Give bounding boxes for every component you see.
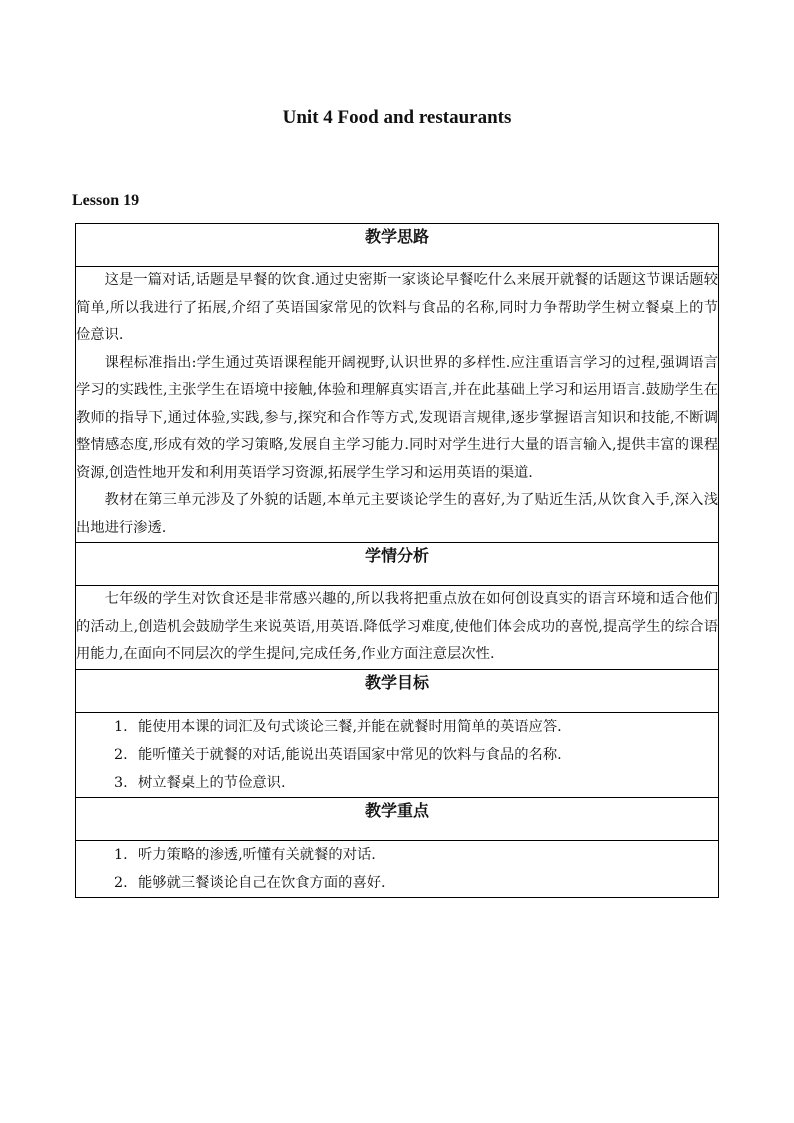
list-item — [76, 741, 718, 769]
section-body-row — [76, 712, 719, 797]
document-title: Unit 4 Food and restaurants — [282, 107, 512, 128]
paragraph: 七年级的学生对饮食还是非常感兴趣的,所以我将把重点放在如何创设真实的语言环境和适合他们的活动上,创造机会鼓励学生来说英语,用英语.降低学习难度,使他们体会成功的喜悦,提高学生的综合语用能力,在面向不同层次的学生提问,完成任务,作业方面注意层次性. — [76, 591, 718, 662]
lesson-label: Lesson 19 — [72, 192, 140, 209]
section-header-row — [76, 543, 719, 586]
section-header-row — [76, 669, 719, 712]
list-text: 树立餐桌上的节俭意识. — [138, 774, 286, 791]
list-item — [76, 713, 718, 741]
section-body-row — [76, 586, 719, 670]
section-body-row — [76, 840, 719, 897]
list-item — [76, 769, 718, 797]
section-body-row — [76, 267, 719, 543]
section-header-row — [76, 224, 719, 267]
list-item — [76, 841, 718, 869]
paragraph: 这是一篇对话,话题是早餐的饮食.通过史密斯一家谈论早餐吃什么来展开就餐的话题这节课话题较简单,所以我进行了拓展,介绍了英语国家常见的饮料与食品的名称,同时力争帮助学生树立餐桌上的节俭意识. — [76, 272, 718, 343]
section-body-teaching-focus — [76, 840, 719, 897]
list-text: 能够就三餐谈论自己在饮食方面的喜好. — [138, 874, 386, 891]
list-number: 2. — [114, 874, 128, 891]
section-heading-student-analysis: 学情分析 — [76, 543, 719, 586]
list-number: 1. — [114, 846, 128, 863]
list-number: 3. — [114, 774, 128, 791]
list-text: 听力策略的渗透,听懂有关就餐的对话. — [138, 846, 376, 863]
section-heading-teaching-objectives: 教学目标 — [76, 669, 719, 712]
section-body-student-analysis — [76, 586, 719, 670]
list-text: 能使用本课的词汇及句式谈论三餐,并能在就餐时用简单的英语应答. — [138, 718, 562, 735]
list-text: 能听懂关于就餐的对话,能说出英语国家中常见的饮料与食品的名称. — [138, 746, 562, 763]
section-body-teaching-approach — [76, 267, 719, 543]
list-item — [76, 869, 718, 897]
section-heading-teaching-focus: 教学重点 — [76, 797, 719, 840]
section-heading-teaching-approach: 教学思路 — [76, 224, 719, 267]
list-number: 2. — [114, 746, 128, 763]
paragraph: 课程标准指出:学生通过英语课程能开阔视野,认识世界的多样性.应注重语言学习的过程,强调语言学习的实践性,主张学生在语境中接触,体验和理解真实语言,并在此基础上学习和运用语言.鼓励学生在教师的指导下,通过体验,实践,参与,探究和合作等方式,发现语言规律,逐步掌握语言知识和技能,不断调整情感态度,形成有效的学习策略,发展自主学习能力.同时对学生进行大量的语言输入,提供丰富的课程资源,创造性地开发和利用英语学习资源,拓展学生学习和运用英语的渠道. — [76, 354, 718, 481]
paragraph: 教材在第三单元涉及了外貌的话题,本单元主要谈论学生的喜好,为了贴近生活,从饮食入手,深入浅出地进行渗透. — [76, 492, 718, 536]
section-body-teaching-objectives — [76, 712, 719, 797]
lesson-plan-table — [75, 223, 719, 898]
section-header-row — [76, 797, 719, 840]
list-number: 1. — [114, 718, 128, 735]
